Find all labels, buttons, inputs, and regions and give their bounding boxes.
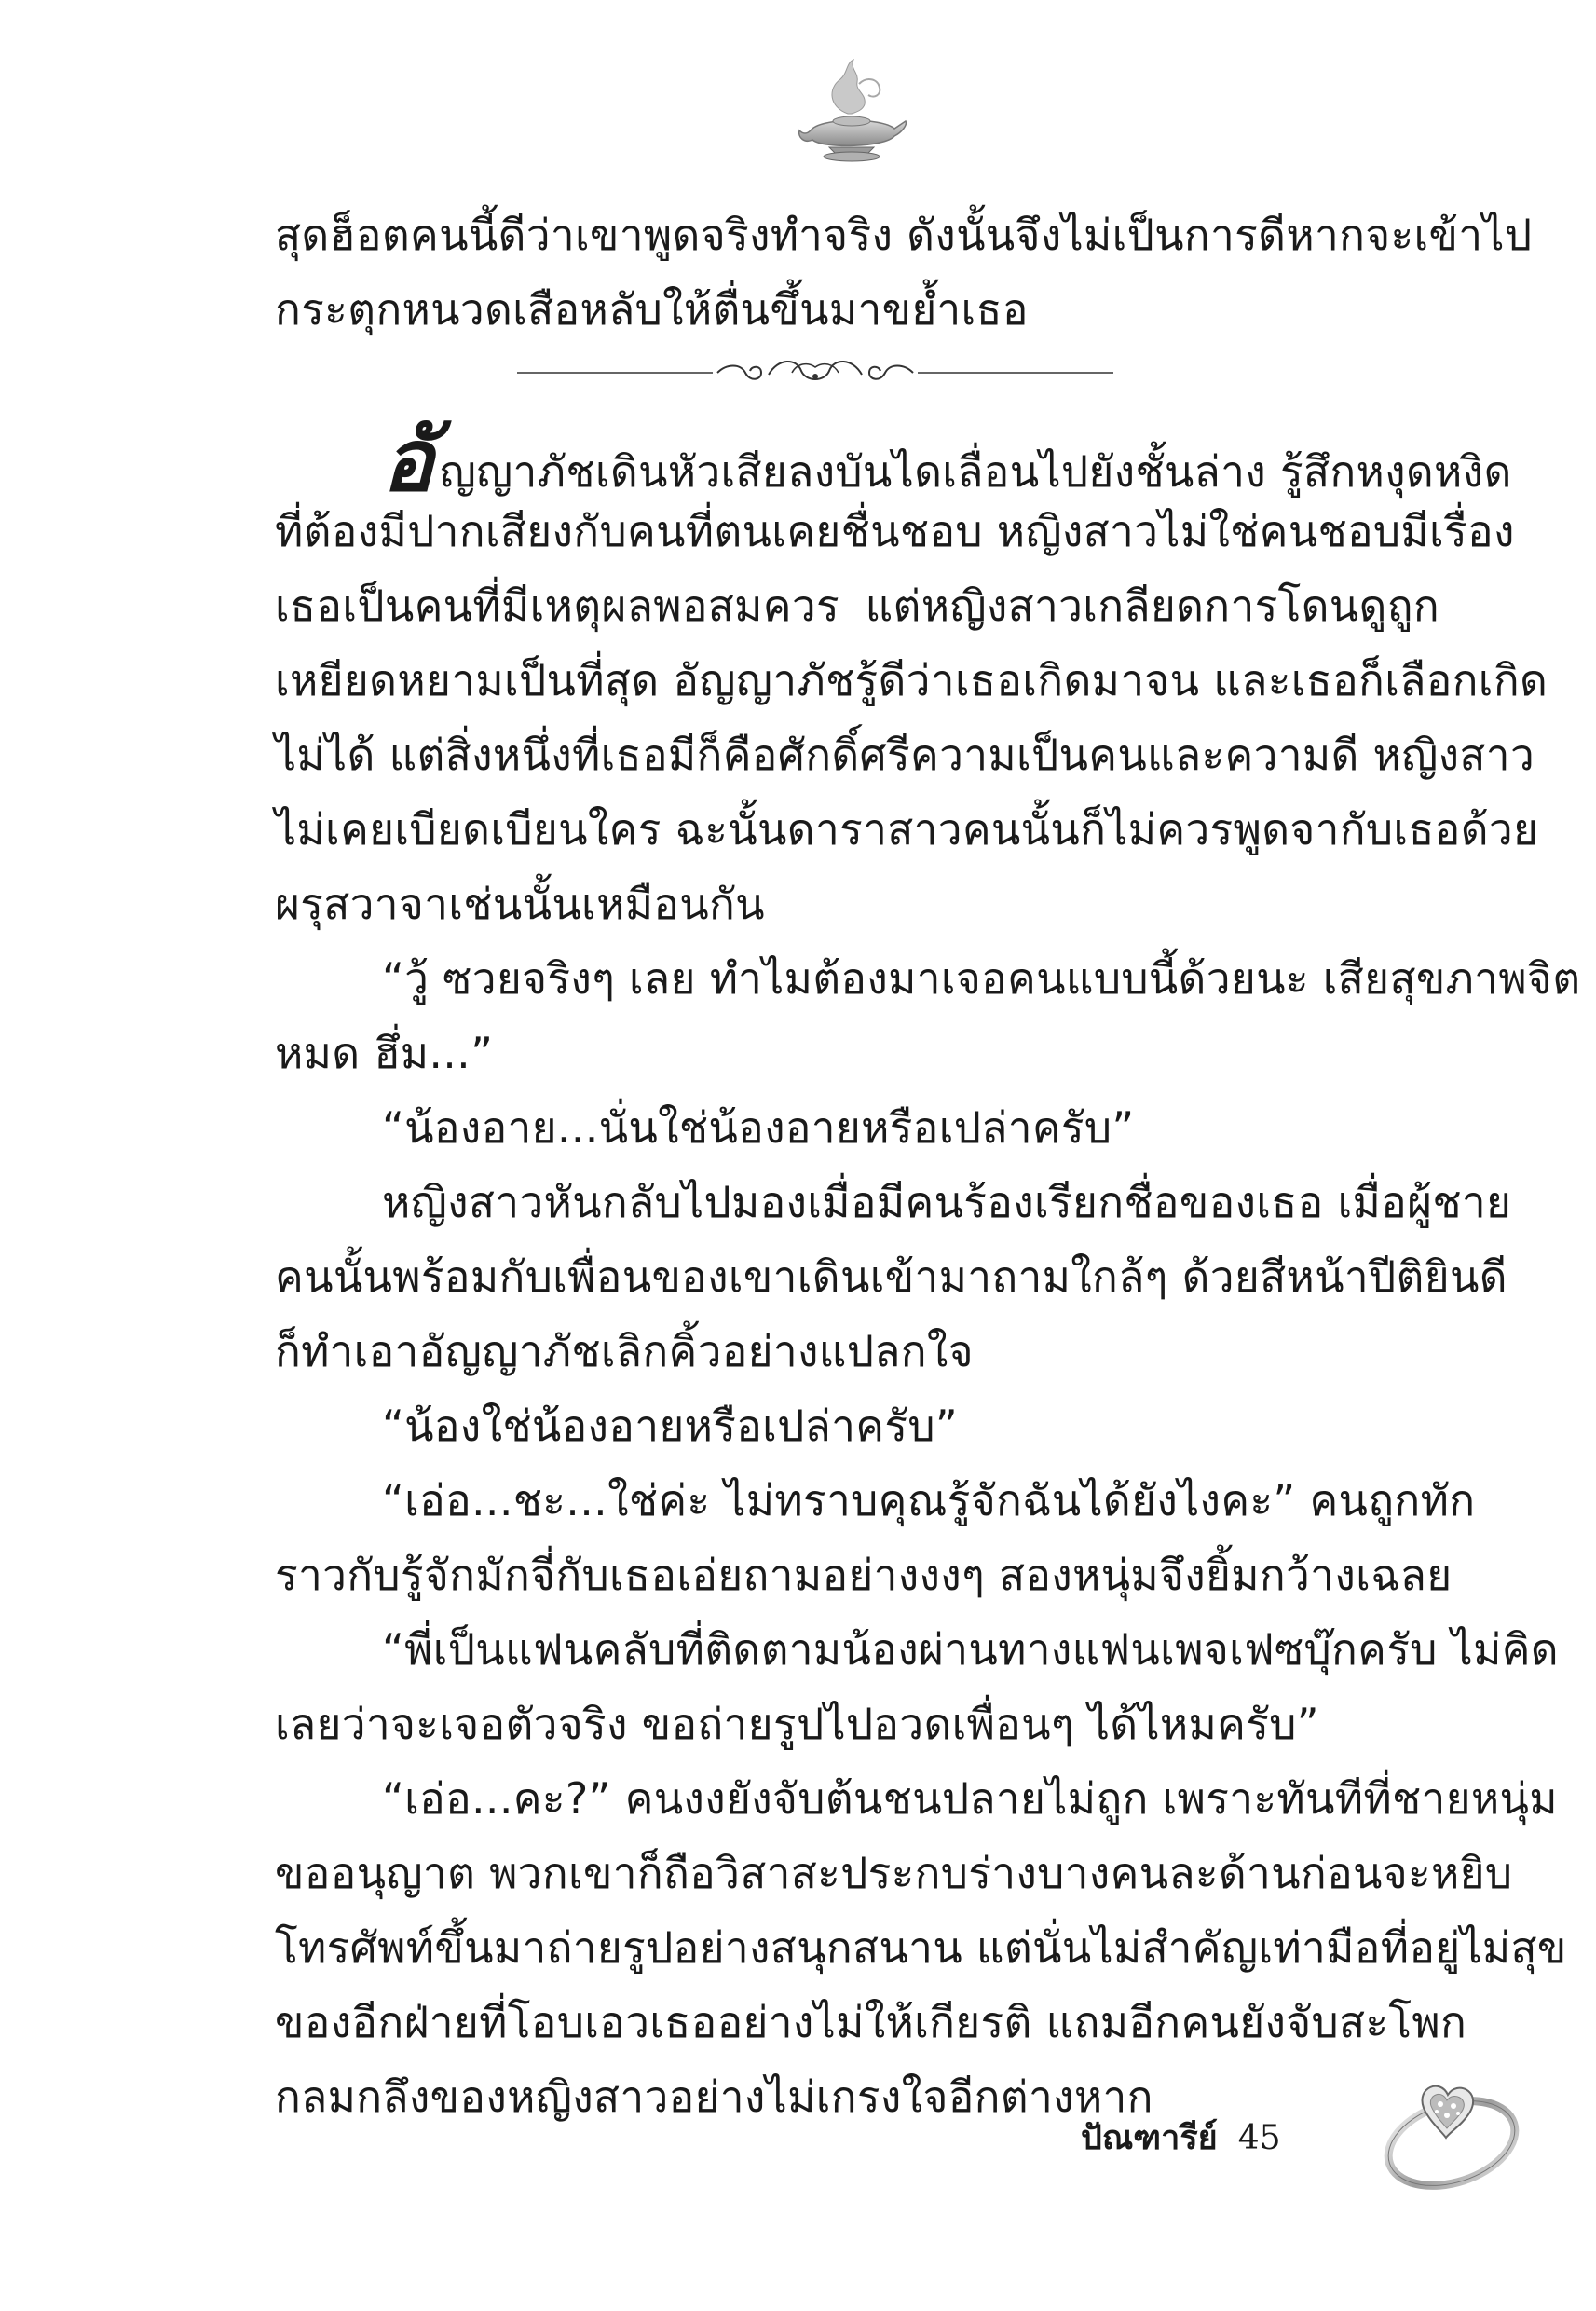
text-line: “เอ่อ...ชะ...ใช่ค่ะ ไม่ทราบคุณรู้จักฉันได้ยังไงคะ” คนถูกทัก	[382, 1475, 1476, 1525]
text-line: ไม่เคยเบียดเบียนใคร ฉะนั้นดาราสาวคนนั้นก็ไม่ควรพูดจากับเธอด้วย	[275, 804, 1539, 855]
text-line: ผรุสวาจาเช่นนั้นเหมือนกัน	[275, 879, 765, 929]
book-title: ปัณฑารีย์	[1081, 2119, 1218, 2157]
chapter-section	[275, 410, 1548, 941]
text-line: ขออนุญาต พวกเขาก็ถือวิสาสะประกบร่างบางคนละด้านก่อนจะหยิบ	[275, 1848, 1513, 1898]
text-line: สุดฮ็อตคนนี้ดีว่าเขาพูดจริงทำจริง ดังนั้นจึงไม่เป็นการดีหากจะเข้าไป	[275, 210, 1533, 260]
text-line: กระตุกหนวดเสือหลับให้ตื่นขึ้นมาขย้ำเธอ	[275, 284, 1029, 335]
text-line: “น้องใช่น้องอายหรือเปล่าครับ”	[382, 1401, 958, 1451]
text-line: “น้องอาย...นั่นใช่น้องอายหรือเปล่าครับ”	[382, 1102, 1135, 1153]
page-number: 45	[1237, 2119, 1281, 2157]
text-line: หมด ฮึ่ม...”	[275, 1028, 494, 1078]
text-line: หญิงสาวหันกลับไปมองเมื่อมีคนร้องเรียกชื่อของเธอ เมื่อผู้ชาย	[382, 1177, 1512, 1227]
top-paragraph	[275, 198, 1533, 347]
text-line: ที่ต้องมีปากเสียงกับคนที่ตนเคยชื่นชอบ หญิงสาวไม่ใช่คนชอบมีเรื่อง	[275, 506, 1515, 556]
text-line: คนนั้นพร้อมกับเพื่อนของเขาเดินเข้ามาถามใกล้ๆ ด้วยสีหน้าปีติยินดี	[275, 1251, 1507, 1302]
section-divider-ornament	[517, 354, 1113, 391]
text-line: เหยียดหยามเป็นที่สุด อัญญาภัชรู้ดีว่าเธอเกิดมาจน และเธอก็เลือกเกิด	[275, 655, 1548, 705]
text-line: ก็ทำเอาอัญญาภัชเลิกคิ้วอย่างแปลกใจ	[275, 1326, 974, 1376]
dropcap-line	[275, 410, 1512, 511]
text-line: ไม่ได้ แต่สิ่งหนึ่งที่เธอมีก็คือศักดิ์ศรีความเป็นคนและความดี หญิงสาว	[275, 730, 1535, 780]
text-line: ญญาภัชเดินหัวเสียลงบันไดเลื่อนไปยังชั้นล่าง รู้สึกหงุดหงิด	[439, 446, 1512, 497]
text-line: กลมกลึงของหญิงสาวอย่างไม่เกรงใจอีกต่างหาก	[275, 2072, 1153, 2122]
genie-lamp-icon	[792, 56, 913, 168]
text-line: “เอ่อ...คะ?” คนงงยังจับต้นชนปลายไม่ถูก เพราะทันทีที่ชายหนุ่ม	[382, 1773, 1558, 1824]
dropcap-letter: อั	[382, 410, 434, 511]
text-line: เธอเป็นคนที่มีเหตุผลพอสมควร แต่หญิงสาวเกลียดการโดนดูถูก	[275, 581, 1439, 631]
ring-icon	[1370, 2050, 1528, 2208]
text-line: “พี่เป็นแฟนคลับที่ติดตามน้องผ่านทางแฟนเพจเฟซบุ๊กครับ ไม่คิด	[382, 1624, 1559, 1675]
text-line: ของอีกฝ่ายที่โอบเอวเธออย่างไม่ให้เกียรติ แถมอีกคนยังจับสะโพก	[275, 1997, 1467, 2047]
text-line: “วู้ ซวยจริงๆ เลย ทำไมต้องมาเจอคนแบบนี้ด้วยนะ เสียสุขภาพจิต	[382, 953, 1581, 1004]
text-line: เลยว่าจะเจอตัวจริง ขอถ่ายรูปไปอวดเพื่อนๆ ได้ไหมครับ”	[275, 1699, 1319, 1749]
text-line: โทรศัพท์ขึ้นมาถ่ายรูปอย่างสนุกสนาน แต่นั่นไม่สำคัญเท่ามือที่อยู่ไม่สุข	[275, 1922, 1567, 1973]
page-footer	[1081, 2111, 1281, 2164]
body-paragraphs	[275, 941, 1581, 2134]
text-line: ราวกับรู้จักมักจี่กับเธอเอ่ยถามอย่างงงๆ สองหนุ่มจึงยิ้มกว้างเฉลย	[275, 1550, 1453, 1600]
